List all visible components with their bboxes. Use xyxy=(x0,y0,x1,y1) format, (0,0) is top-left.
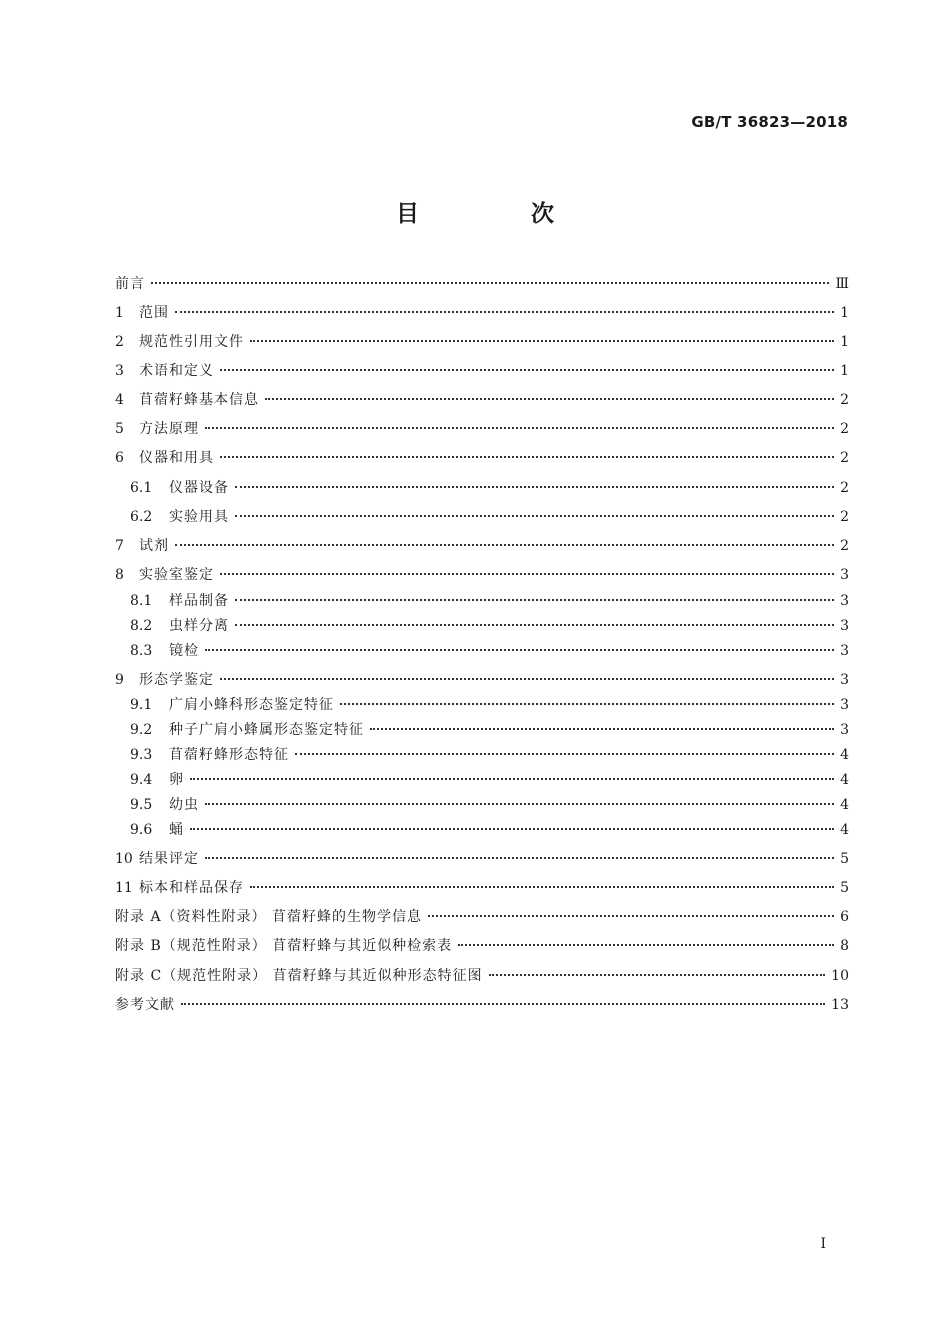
toc-entry[interactable] xyxy=(115,330,849,354)
toc-entry-label: 形态学鉴定 xyxy=(139,672,214,688)
toc-entry-page: 4 xyxy=(840,797,849,813)
toc-entry-page: 4 xyxy=(840,772,849,788)
toc-entry-label: 蛹 xyxy=(169,822,184,838)
dot-leader xyxy=(370,718,834,730)
toc-entry-number: 7 xyxy=(115,538,124,554)
dot-leader xyxy=(220,359,834,371)
toc-entry-page: 1 xyxy=(840,305,849,321)
toc-entry-number: 5 xyxy=(115,421,124,437)
toc-entry-label: 附录 B（规范性附录） 苜蓿籽蜂与其近似种检索表 xyxy=(115,938,453,954)
dot-leader xyxy=(205,639,834,651)
toc-entry-number: 9.3 xyxy=(130,747,153,763)
dot-leader xyxy=(220,668,834,680)
toc-entry-page: 1 xyxy=(840,363,849,379)
toc-entry[interactable] xyxy=(115,964,849,988)
footer-page-number: Ⅰ xyxy=(820,1236,826,1252)
toc-entry-label: 结果评定 xyxy=(139,851,199,867)
toc-entry-number: 6 xyxy=(115,450,124,466)
toc-entry-page: 3 xyxy=(840,567,849,583)
toc-entry[interactable] xyxy=(130,589,849,613)
dot-leader xyxy=(190,818,834,830)
toc-entry-page: 2 xyxy=(840,392,849,408)
dot-leader xyxy=(220,563,834,575)
toc-entry-number: 4 xyxy=(115,392,124,408)
dot-leader xyxy=(190,768,834,780)
toc-entry-label: 附录 A（资料性附录） 苜蓿籽蜂的生物学信息 xyxy=(115,909,423,925)
toc-entry-page: 2 xyxy=(840,450,849,466)
toc-entry-page: 4 xyxy=(840,822,849,838)
dot-leader xyxy=(181,993,825,1005)
toc-entry[interactable] xyxy=(130,793,849,817)
dot-leader xyxy=(175,534,834,546)
toc-entry-number: 8.3 xyxy=(130,643,153,659)
toc-entry-number: 6.1 xyxy=(130,480,153,496)
toc-entry-number: 9 xyxy=(115,672,124,688)
toc-entry-page: 3 xyxy=(840,697,849,713)
toc-entry[interactable] xyxy=(130,639,849,663)
toc-entry-label: 苜蓿籽蜂形态特征 xyxy=(169,747,289,763)
toc-entry-number: 11 xyxy=(115,880,133,896)
toc-entry-number: 9.1 xyxy=(130,697,153,713)
toc-entry-page: 8 xyxy=(840,938,849,954)
toc-entry[interactable] xyxy=(115,905,849,929)
toc-entry-page: 3 xyxy=(840,593,849,609)
toc-entry-page: 3 xyxy=(840,722,849,738)
toc-entry-page: 6 xyxy=(840,909,849,925)
dot-leader xyxy=(489,964,826,976)
toc-entry-number: 8 xyxy=(115,567,124,583)
toc-entry-page: 5 xyxy=(840,880,849,896)
dot-leader xyxy=(235,589,834,601)
toc-entry-page: 3 xyxy=(840,643,849,659)
toc-entry-page: Ⅲ xyxy=(835,276,849,292)
toc-entry-page: 13 xyxy=(831,997,849,1013)
toc-entry-number: 2 xyxy=(115,334,124,350)
toc-entry-page: 10 xyxy=(831,968,849,984)
toc-entry[interactable] xyxy=(130,505,849,529)
toc-entry-label: 仪器和用具 xyxy=(139,450,214,466)
toc-entry-page: 2 xyxy=(840,421,849,437)
dot-leader xyxy=(205,417,834,429)
dot-leader xyxy=(205,793,834,805)
toc-entry[interactable] xyxy=(115,417,849,441)
dot-leader xyxy=(295,743,834,755)
toc-entry-label: 附录 C（规范性附录） 苜蓿籽蜂与其近似种形态特征图 xyxy=(115,968,483,984)
toc-entry-label: 实验室鉴定 xyxy=(139,567,214,583)
toc-entry[interactable] xyxy=(115,563,849,587)
toc-entry-label: 术语和定义 xyxy=(139,363,214,379)
toc-entry-page: 3 xyxy=(840,618,849,634)
toc-entry-number: 9.5 xyxy=(130,797,153,813)
toc-entry-label: 卵 xyxy=(169,772,184,788)
dot-leader xyxy=(250,876,834,888)
dot-leader xyxy=(151,272,829,284)
toc-entry-label: 苜蓿籽蜂基本信息 xyxy=(139,392,259,408)
toc-entry-number: 9.4 xyxy=(130,772,153,788)
toc-entry-page: 1 xyxy=(840,334,849,350)
toc-entry[interactable] xyxy=(130,476,849,500)
toc-entry-label: 虫样分离 xyxy=(169,618,229,634)
dot-leader xyxy=(250,330,834,342)
dot-leader xyxy=(428,905,834,917)
page-title: 目 次 xyxy=(395,201,606,227)
toc-entry[interactable] xyxy=(115,847,849,871)
toc-entry-number: 3 xyxy=(115,363,124,379)
dot-leader xyxy=(235,505,834,517)
toc-entry-label: 种子广肩小蜂属形态鉴定特征 xyxy=(169,722,364,738)
toc-entry-page: 3 xyxy=(840,672,849,688)
toc-entry-label: 标本和样品保存 xyxy=(139,880,244,896)
dot-leader xyxy=(235,476,834,488)
toc-entry[interactable] xyxy=(115,359,849,383)
toc-entry-label: 广肩小蜂科形态鉴定特征 xyxy=(169,697,334,713)
toc-entry-number: 9.2 xyxy=(130,722,153,738)
dot-leader xyxy=(175,301,834,313)
toc-entry[interactable] xyxy=(115,993,849,1017)
toc-entry[interactable] xyxy=(115,272,849,296)
toc-entry[interactable] xyxy=(115,876,849,900)
toc-entry[interactable] xyxy=(115,534,849,558)
toc-entry-page: 2 xyxy=(840,538,849,554)
toc-entry-number: 9.6 xyxy=(130,822,153,838)
standard-code: GB/T 36823—2018 xyxy=(691,113,848,131)
toc-entry[interactable] xyxy=(130,693,849,717)
toc-entry[interactable] xyxy=(130,818,849,842)
dot-leader xyxy=(220,446,834,458)
toc-entry-page: 4 xyxy=(840,747,849,763)
toc-entry-label: 前言 xyxy=(115,276,145,292)
toc-entry[interactable] xyxy=(115,301,849,325)
toc-entry-label: 仪器设备 xyxy=(169,480,229,496)
dot-leader xyxy=(205,847,834,859)
toc-entry-number: 8.1 xyxy=(130,593,153,609)
toc-entry-page: 2 xyxy=(840,480,849,496)
toc-entry-label: 实验用具 xyxy=(169,509,229,525)
toc-entry[interactable] xyxy=(115,934,849,958)
toc-entry-label: 方法原理 xyxy=(139,421,199,437)
toc-entry[interactable] xyxy=(115,668,849,692)
toc-entry-number: 6.2 xyxy=(130,509,153,525)
toc-entry-label: 幼虫 xyxy=(169,797,199,813)
toc-entry[interactable] xyxy=(115,446,849,470)
toc-entry[interactable] xyxy=(130,768,849,792)
toc-entry-label: 镜检 xyxy=(169,643,199,659)
toc-entry-number: 1 xyxy=(115,305,124,321)
toc-entry-label: 样品制备 xyxy=(169,593,229,609)
dot-leader xyxy=(458,934,834,946)
toc-entry-label: 规范性引用文件 xyxy=(139,334,244,350)
toc-entry-label: 参考文献 xyxy=(115,997,175,1013)
dot-leader xyxy=(235,614,834,626)
toc-entry-label: 试剂 xyxy=(139,538,169,554)
toc-entry-number: 8.2 xyxy=(130,618,153,634)
dot-leader xyxy=(265,388,834,400)
toc-entry-page: 2 xyxy=(840,509,849,525)
toc-entry-page: 5 xyxy=(840,851,849,867)
dot-leader xyxy=(340,693,834,705)
toc-entry[interactable] xyxy=(130,743,849,767)
toc-entry[interactable] xyxy=(130,614,849,638)
toc-entry-number: 10 xyxy=(115,851,133,867)
toc-entry[interactable] xyxy=(130,718,849,742)
toc-entry[interactable] xyxy=(115,388,849,412)
toc-entry-label: 范围 xyxy=(139,305,169,321)
